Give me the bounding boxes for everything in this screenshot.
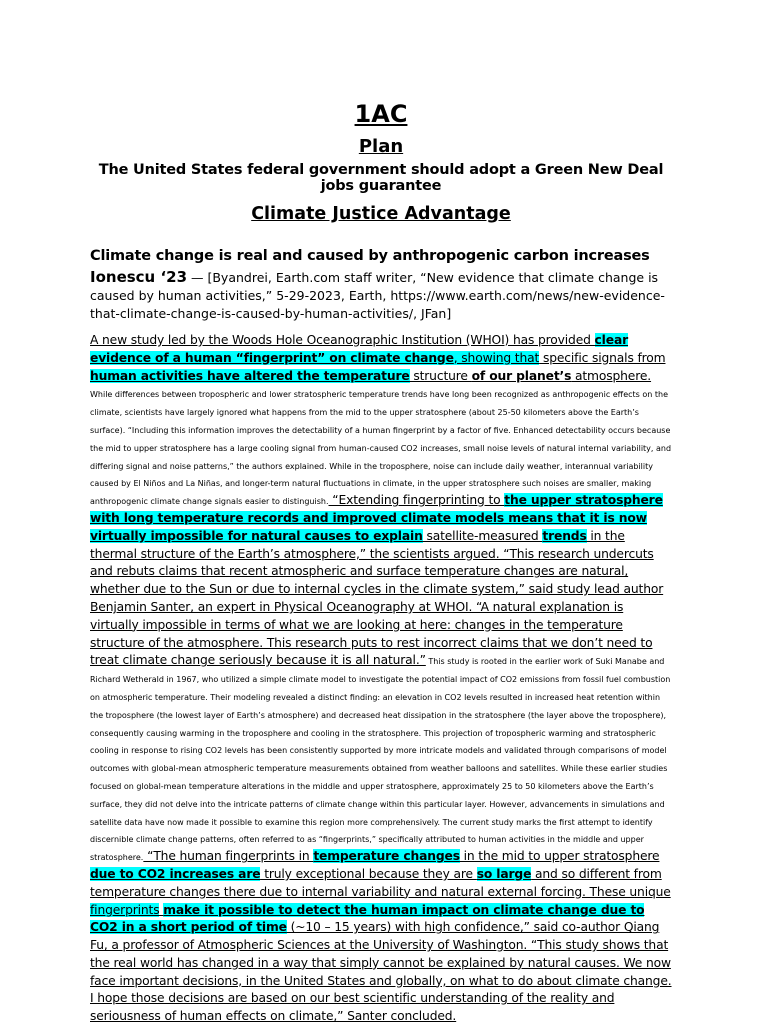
cite-details: — [Byandrei, Earth.com staff writer, “New evidence that climate change is caused by human activities,” 5-29-2023, Earth, https://www.earth.com/news/new-evidence-that-climate-change-is-caused-by-human-activities/, JFan] [90,270,665,321]
card-text: (~10 – 15 years) with high confidence,” said co-author Qiang Fu, a professor of Atmospheric Sciences at the University of Washington. “This study shows that the real world has changed in a way that simply cannot be explained by natural causes. We now face important decisions, in the United States and globally, on what to do about climate change. I hope those decisions are based on our best scientific understanding of the reality and seriousness of human effects on climate,” Santer concluded. [90,920,672,1024]
card-highlight: the upper stratosphere with long temperature records and improved climate models means that it is now virtually impossible for natural causes to explain [90,493,663,543]
card-highlight: so large [476,866,532,881]
card-small-text: While differences between tropospheric and lower stratospheric temperature trends have long been recognized as anthropogenic effects on the climate, scientists have largely ignored what happens from the mid to the upper stratosphere (about 25-50 kilometers above the Earth’s surface). “Including this information improves the detectability of a human fingerprint by a factor of five. Enhanced detectability occurs because the mid to upper stratosphere has a large cooling signal from human-caused CO2 increases, small noise levels of natural internal variability, and differing signal and noise patterns,” the authors explained. While in the troposphere, noise can include daily weather, interannual variability caused by El Niños and La Niñas, and longer-term natural fluctuations in climate, in the upper stratosphere such noises are smaller, making anthropogenic climate change signals easier to distinguish. [90,390,672,507]
card-text: in the mid to upper stratosphere [459,849,660,864]
card-text: satellite-measured [422,528,543,543]
card-highlight: temperature changes [313,849,460,864]
card-highlight: make it possible to detect the human impact on climate change due to CO2 in a short period of time [90,902,645,935]
card-text: specific signals from [539,350,666,365]
card-text: truly exceptional because they are [260,866,477,881]
card-tag: Climate change is real and caused by anthropogenic carbon increases [90,248,650,264]
card-highlight: due to CO2 increases are [90,866,261,881]
cite-author: Ionescu ‘23 [90,268,188,286]
card-text: atmosphere. [571,368,652,383]
card-small-text: This study is rooted in the earlier work of Suki Manabe and Richard Wetherald in 1967, who utilized a simple climate model to investigate the potential impact of CO2 emissions from fossil fuel combustion on atmospheric temperature. Their modeling revealed a distinct finding: an elevation in CO2 levels resulted in increased heat retention within the troposphere (the lowest layer of Earth’s atmosphere) and decreased heat dissipation in the stratosphere (the layer above the troposphere), consequently causing warming in the troposphere and cooling in the stratosphere. This projection of tropospheric warming and stratospheric cooling in response to rising CO2 levels has been consistently supported by more intricate models and validated through comparisons of model outcomes with global-mean atmospheric temperature measurements obtained from weather balloons and satellites. While these earlier studies focused on global-mean temperature alterations in the middle and upper stratosphere, approximately 25 to 50 kilometers above the Earth’s surface, they did not delve into the intricate patterns of climate change within this particular layer. However, advancements in simulations and satellite data have now made it possible to examine this region more comprehensively. The current study marks the first attempt to identify discernible climate change patterns, often referred to as “fingerprints,” specifically attributed to human activities in the middle and upper stratosphere. [90,657,671,863]
card-emphasis: of our planet’s [471,368,572,383]
advantage-heading: Climate Justice Advantage [251,204,511,224]
evidence-card [90,332,672,1026]
card-highlight: human activities have altered the temperature [90,368,410,383]
page-title: 1AC [354,100,408,128]
card-text: structure [409,368,472,383]
plan-text: The United States federal government should adopt a Green New Deal jobs guarantee [98,162,664,194]
card-text: in the thermal structure of the Earth’s atmosphere,” the scientists argued. “This research undercuts and rebuts claims that recent atmospheric and surface temperature changes are natural, whether due to the Sun or due to internal cycles in the climate system,” said study lead author Benjamin Santer, an expert in Physical Oceanography at WHOI. “A natural explanation is virtually impossible in terms of what we are looking at here: changes in the temperature structure of the atmosphere. This research puts to rest incorrect claims that we don’t need to treat climate change seriously because it is all natural.” [90,528,664,668]
card-highlight: , showing that [453,350,540,365]
card-text: and so different from temperature changes there due to internal variability and natural external forcing. These unique [90,866,671,899]
card-text: A new study led by the Woods Hole Oceanographic Institution (WHOI) has provided [90,333,595,347]
card-highlight: clear evidence of a human “fingerprint” on climate change [90,333,629,365]
card-text: “Extending fingerprinting to [328,493,505,508]
plan-heading: Plan [358,136,404,157]
card-highlight: fingerprints [90,902,160,917]
card-highlight: trends [542,528,587,543]
card-text: “The human fingerprints in [143,849,314,864]
card-citation [90,268,672,323]
